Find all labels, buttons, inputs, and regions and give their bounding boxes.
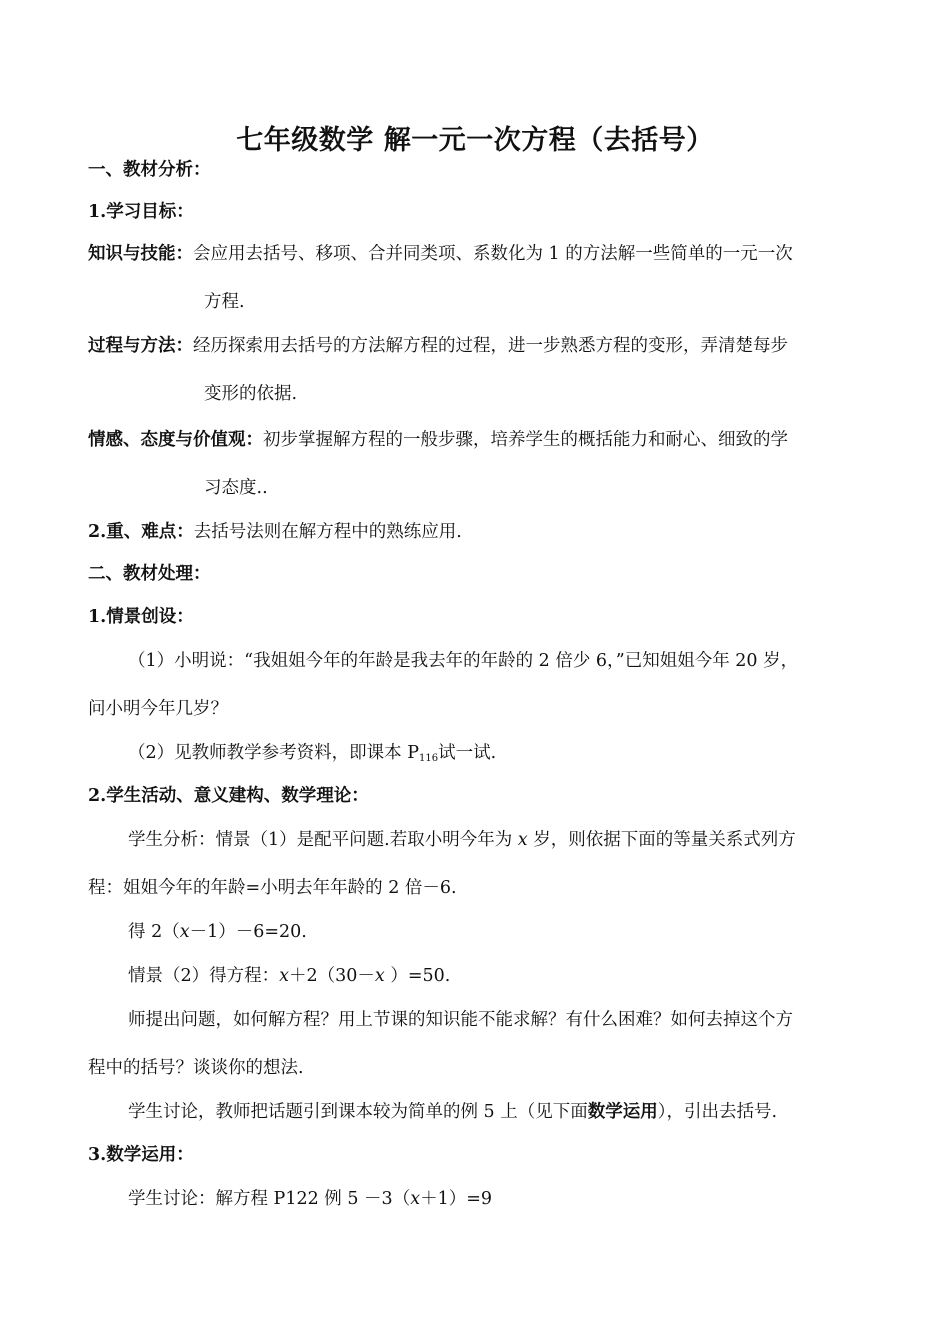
- discussion-text-b: ），引出去括号.: [657, 1102, 778, 1122]
- equation-2: [128, 964, 450, 988]
- analysis-line-2: 程：姐姐今年的年龄=小明去年年龄的 2 倍－6.: [88, 878, 457, 898]
- subheading-activity: 2.学生活动、意义建构、数学理论：: [88, 786, 369, 806]
- subheading-application: 3.数学运用：: [88, 1145, 194, 1165]
- teacher-question-line-1: 师提出问题，如何解方程？用上节课的知识能不能求解？有什么困难？如何去掉这个方: [128, 1010, 793, 1030]
- knowledge-label: 知识与技能：: [88, 244, 193, 264]
- process-text-2: 变形的依据.: [204, 384, 298, 404]
- emotion-line-1: [88, 428, 788, 452]
- variable-x: x: [410, 1189, 421, 1209]
- example-text-b: ＋1）=9: [420, 1189, 493, 1209]
- process-text-1: 经历探索用去括号的方法解方程的过程，进一步熟悉方程的变形，弄清楚每步: [193, 336, 788, 356]
- knowledge-text-1: 会应用去括号、移项、合并同类项、系数化为 1 的方法解一些简单的一元一次: [193, 244, 793, 264]
- discussion-bold: 数学运用: [587, 1102, 658, 1122]
- analysis-text-a: 学生分析：情景（1）是配平问题.若取小明今年为: [128, 830, 518, 850]
- equation-1-a: 得 2（: [128, 922, 180, 942]
- section-heading-analysis: 一、教材分析：: [88, 160, 211, 180]
- variable-x: x: [279, 966, 290, 986]
- equation-2-a: 情景（2）得方程：: [128, 966, 280, 986]
- process-label: 过程与方法：: [88, 336, 193, 356]
- page-subscript: 116: [418, 753, 439, 764]
- question-2-text: （2）见教师教学参考资料，即课本 P: [128, 743, 419, 763]
- discussion-line: [128, 1100, 777, 1124]
- question-2-line: [128, 741, 496, 771]
- section-heading-processing: 二、教材处理：: [88, 564, 211, 584]
- page-title: 七年级数学 解一元一次方程（去括号）: [236, 125, 714, 156]
- question-1-line-2: 问小明今年几岁？: [88, 699, 228, 719]
- discussion-text-a: 学生讨论，教师把话题引到课本较为简单的例 5 上（见下面: [128, 1102, 588, 1122]
- teacher-question-line-2: 程中的括号？谈谈你的想法.: [88, 1058, 304, 1078]
- variable-x: x: [179, 922, 190, 942]
- emotion-text-2: 习态度..: [204, 478, 268, 498]
- equation-2-c: ）=50.: [384, 966, 451, 986]
- key-difficult-label: 2.重、难点：: [88, 522, 194, 542]
- analysis-line-1: [128, 828, 796, 852]
- process-line-1: [88, 334, 788, 358]
- equation-2-b: ＋2（30－: [289, 966, 375, 986]
- key-difficult-text: 去括号法则在解方程中的熟练应用.: [193, 522, 462, 542]
- question-2-tail: 试一试.: [438, 743, 497, 763]
- emotion-label: 情感、态度与价值观：: [88, 430, 263, 450]
- knowledge-text-2: 方程.: [204, 292, 245, 312]
- equation-1-b: －1）－6=20.: [189, 922, 307, 942]
- equation-1: [128, 920, 307, 944]
- example-text-a: 学生讨论：解方程 P122 例 5 －3（: [128, 1189, 411, 1209]
- variable-x: x: [517, 830, 528, 850]
- key-difficult-line: [88, 520, 462, 544]
- example-line: [128, 1187, 492, 1211]
- subheading-scenario: 1.情景创设：: [88, 607, 194, 627]
- analysis-text-b: 岁，则依据下面的等量关系式列方: [527, 830, 796, 850]
- subheading-goals: 1.学习目标：: [88, 202, 194, 222]
- variable-x: x: [374, 966, 385, 986]
- knowledge-line-1: [88, 242, 793, 266]
- question-1-line-1: （1）小明说：“我姐姐今年的年龄是我去年的年龄的 2 倍少 6，”已知姐姐今年 20 岁，: [128, 651, 799, 671]
- emotion-text-1: 初步掌握解方程的一般步骤，培养学生的概括能力和耐心、细致的学: [263, 430, 788, 450]
